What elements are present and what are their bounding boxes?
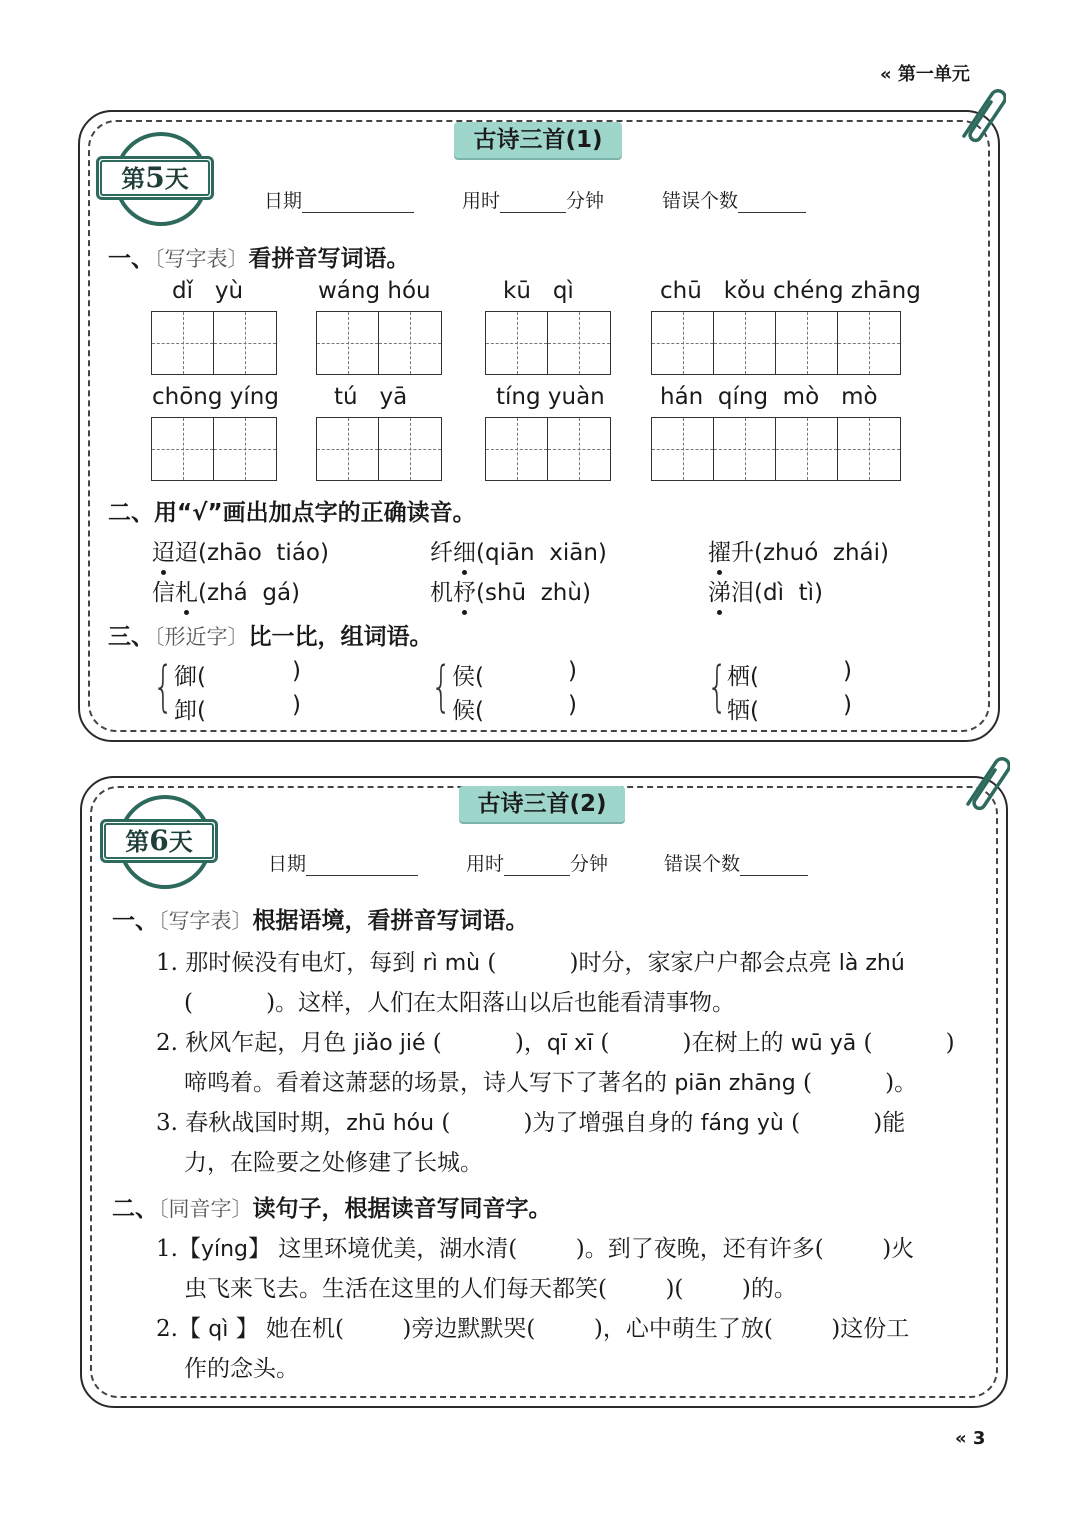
page-number: « 3	[955, 1428, 986, 1449]
pair-close: )	[292, 692, 301, 718]
day5-section3-heading: 三、〔形近字〕比一比，组词语。	[108, 624, 433, 650]
reading-item[interactable]: 信札(zhá gá)	[152, 574, 300, 607]
question-line[interactable]: 1. 那时候没有电灯，每到 rì mù ( )时分，家家户户都会点亮 là zhú	[156, 950, 905, 976]
pinyin-label: hán qíng mò mò	[660, 384, 878, 410]
day5-section1-heading: 一、〔写字表〕看拼音写词语。	[108, 246, 410, 272]
question-line[interactable]: 3. 春秋战国时期，zhū hóu ( )为了增强自身的 fáng yù ( )能	[156, 1110, 906, 1136]
question-line[interactable]: 2.【 qì 】 她在机( )旁边默默哭( )，心中萌生了放( )这份工	[156, 1316, 910, 1342]
pair-item[interactable]: 候(	[452, 698, 484, 724]
day5-badge: 第5天	[96, 132, 220, 256]
paperclip-icon	[950, 84, 1006, 144]
day6-section2-heading: 二、〔同音字〕读句子，根据读音写同音字。	[112, 1196, 552, 1222]
pair-close: )	[843, 692, 852, 718]
pinyin-label: chū kǒu chéng zhāng	[660, 278, 921, 304]
paperclip-icon	[954, 752, 1010, 812]
question-line[interactable]: ( )。这样，人们在太阳落山以后也能看清事物。	[184, 990, 736, 1016]
question-line[interactable]: 2. 秋风乍起，月色 jiǎo jié ( )，qī xī ( )在树上的 wū yā ( )	[156, 1030, 955, 1056]
pair-item[interactable]: 御(	[174, 664, 206, 690]
date-field[interactable]	[306, 851, 418, 876]
day6-errors: 错误个数	[664, 849, 808, 876]
question-line[interactable]: 1.【yíng】 这里环境优美，湖水清( )。到了夜晚，还有许多( )火	[156, 1236, 915, 1262]
pair-item[interactable]: 栖(	[727, 664, 759, 690]
errors-field[interactable]	[738, 188, 806, 213]
writing-grid[interactable]	[316, 311, 442, 375]
pinyin-label: tú yā	[334, 384, 408, 410]
reading-item[interactable]: 涕泪(dì tì)	[708, 574, 823, 607]
time-field[interactable]	[500, 188, 566, 213]
question-line[interactable]: 作的念头。	[184, 1356, 299, 1382]
unit-label: « 第一单元	[880, 64, 970, 85]
pair-item[interactable]: 卸(	[174, 698, 206, 724]
reading-item[interactable]: 迢迢(zhāo tiáo)	[152, 534, 329, 567]
pinyin-label: wáng hóu	[318, 278, 431, 304]
reading-item[interactable]: 纤细(qiān xiān)	[430, 534, 607, 567]
pair-close: )	[568, 692, 577, 718]
brace-icon: {	[430, 655, 452, 718]
question-line[interactable]: 力，在险要之处修建了长城。	[184, 1150, 483, 1176]
pinyin-label: dǐ yù	[172, 278, 244, 304]
pair-item[interactable]: 牺(	[727, 698, 759, 724]
brace-icon: {	[152, 655, 174, 718]
writing-grid[interactable]	[651, 417, 901, 481]
day6-badge: 第6天	[100, 795, 224, 919]
pair-close: )	[568, 658, 577, 684]
day6-time: 用时 分钟	[466, 853, 609, 875]
brace-icon: {	[706, 655, 728, 718]
reading-item[interactable]: 机杼(shū zhù)	[430, 574, 591, 607]
day5-date: 日期	[264, 186, 414, 213]
pair-close: )	[843, 658, 852, 684]
time-field[interactable]	[504, 851, 570, 876]
day5-errors: 错误个数	[662, 186, 806, 213]
writing-grid[interactable]	[651, 311, 901, 375]
day6-title: 古诗三首(2)	[459, 786, 625, 822]
pinyin-label: kū qì	[503, 278, 574, 304]
day6-section1-heading: 一、〔写字表〕根据语境，看拼音写词语。	[112, 908, 529, 934]
day6-date: 日期	[268, 849, 418, 876]
pinyin-label: chōng yíng	[152, 384, 279, 410]
writing-grid[interactable]	[485, 417, 611, 481]
pair-item[interactable]: 侯(	[452, 664, 484, 690]
question-line[interactable]: 啼鸣着。看着这萧瑟的场景，诗人写下了著名的 piān zhāng ( )。	[184, 1070, 918, 1096]
day5-time: 用时 分钟	[462, 190, 605, 212]
date-field[interactable]	[302, 188, 414, 213]
day5-section2-heading: 二、用“√”画出加点字的正确读音。	[108, 500, 476, 526]
pair-close: )	[292, 658, 301, 684]
writing-grid[interactable]	[151, 311, 277, 375]
errors-field[interactable]	[740, 851, 808, 876]
writing-grid[interactable]	[316, 417, 442, 481]
reading-item[interactable]: 擢升(zhuó zhái)	[708, 534, 889, 567]
question-line[interactable]: 虫飞来飞去。生活在这里的人们每天都笑( )( )的。	[184, 1276, 797, 1302]
day5-title: 古诗三首(1)	[454, 122, 622, 158]
pinyin-label: tíng yuàn	[496, 384, 605, 410]
writing-grid[interactable]	[485, 311, 611, 375]
writing-grid[interactable]	[151, 417, 277, 481]
